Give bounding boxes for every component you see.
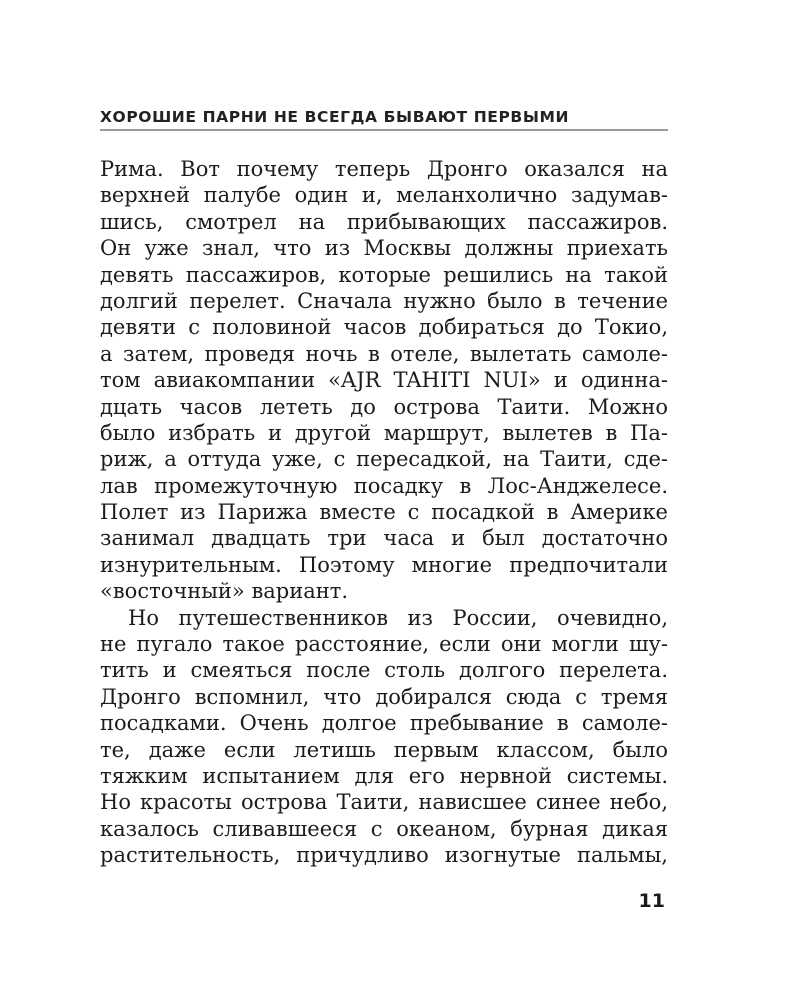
page-number: 11 [638,890,665,912]
text-line: тить и смеяться после столь долгого перелета. [100,658,668,683]
paragraph-start-line: Но путешественников из России, очевидно, [128,605,668,630]
text-line: Он уже знал, что из Москвы должны приехать [100,236,668,261]
header-rule [100,129,668,131]
text-line: риж, а оттуда уже, с пересадкой, на Таити, сде- [100,447,668,472]
text-line: «восточный» вариант. [100,579,349,604]
text-line: девяти с половиной часов добираться до Токио, [100,315,668,340]
text-line: не пугало такое расстояние, если они могли шу- [100,632,668,657]
running-head: ХОРОШИЕ ПАРНИ НЕ ВСЕГДА БЫВАЮТ ПЕРВЫМИ [100,108,570,126]
text-line: Но красоты острова Таити, нависшее синее небо, [100,790,668,815]
text-line: шись, смотрел на прибывающих пассажиров. [100,209,668,234]
text-line: верхней палубе один и, меланхолично задумав- [100,183,668,208]
text-line: Рима. Вот почему теперь Дронго оказался на [100,157,668,181]
text-line: было избрать и другой маршрут, вылетев в Па- [100,420,668,445]
text-line: долгий перелет. Сначала нужно было в течение [100,288,668,313]
text-line: Дронго вспомнил, что добирался сюда с тремя [100,684,668,709]
text-line: те, даже если летишь первым классом, было [100,737,668,762]
text-line: изнурительным. Поэтому многие предпочитали [100,552,668,577]
text-line: тяжким испытанием для его нервной системы. [100,763,668,788]
text-line: растительность, причудливо изогнутые пальмы, [100,843,668,868]
text-line: занимал двадцать три часа и был достаточно [100,526,668,551]
text-line: лав промежуточную посадку в Лос-Анджелесе. [100,473,668,498]
text-line: Полет из Парижа вместе с посадкой в Америке [100,500,668,525]
body-text [100,156,668,869]
text-line: казалось сливавшееся с океаном, бурная дикая [100,816,668,841]
text-line: девять пассажиров, которые решились на такой [100,262,668,287]
text-line: а затем, проведя ночь в отеле, вылетать самоле- [100,341,668,366]
text-line: посадками. Очень долгое пребывание в самоле- [100,711,668,736]
text-line: дцать часов лететь до острова Таити. Можно [100,394,668,419]
text-line: том авиакомпании «AJR TAHITI NUI» и одинна- [100,368,668,393]
